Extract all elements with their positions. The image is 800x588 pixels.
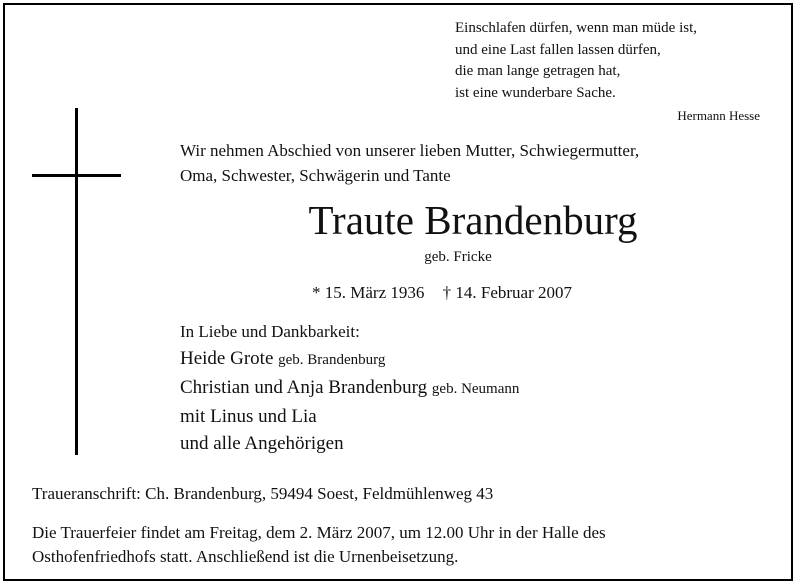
service-line: Die Trauerfeier findet am Freitag, dem 2. März 2007, um 12.00 Uhr in der Halle des — [32, 523, 606, 542]
mourner-suffix: geb. Neumann — [431, 381, 520, 397]
poem-line: die man lange getragen hat, — [455, 63, 621, 79]
poem-author: Hermann Hesse — [677, 108, 760, 123]
mourner-entry — [180, 430, 519, 457]
thanks-line: In Liebe und Dankbarkeit: — [180, 322, 360, 341]
mourner-entry — [180, 403, 519, 430]
cross-horizontal-bar — [32, 174, 121, 177]
poem-line: ist eine wunderbare Sache. — [455, 84, 616, 101]
mourning-address: Traueranschrift: Ch. Brandenburg, 59494 Soest, Feldmühlenweg 43 — [32, 484, 494, 503]
life-dates — [312, 281, 572, 305]
mourner-suffix: geb. Brandenburg — [278, 352, 386, 368]
mourner-name: Christian und Anja Brandenburg — [180, 377, 428, 398]
cross-vertical-bar — [75, 108, 78, 455]
poem-quote — [455, 18, 775, 125]
poem-line: und eine Last fallen lassen dürfen, — [455, 41, 661, 58]
intro-line: Wir nehmen Abschied von unserer lieben Mutter, Schwiegermutter, — [180, 141, 640, 160]
birth-date: * 15. März 1936 — [312, 283, 425, 302]
deceased-name: Traute Brandenburg — [308, 197, 638, 243]
mourner-entry — [180, 374, 519, 403]
mourner-entry — [180, 345, 519, 374]
mourners-list — [180, 345, 519, 457]
intro-line: Oma, Schwester, Schwägerin und Tante — [180, 166, 451, 185]
funeral-service-info — [32, 521, 782, 569]
maiden-name: geb. Fricke — [424, 249, 492, 265]
service-line: Osthofenfriedhofs statt. Anschließend ist die Urnenbeisetzung. — [32, 547, 459, 566]
mourner-name: Heide Grote — [180, 348, 274, 369]
death-date: † 14. Februar 2007 — [442, 283, 572, 302]
farewell-intro — [180, 138, 639, 188]
mourner-name: und alle Angehörigen — [180, 433, 344, 454]
poem-line: Einschlafen dürfen, wenn man müde ist, — [455, 20, 698, 36]
mourner-name: mit Linus und Lia — [180, 406, 317, 427]
